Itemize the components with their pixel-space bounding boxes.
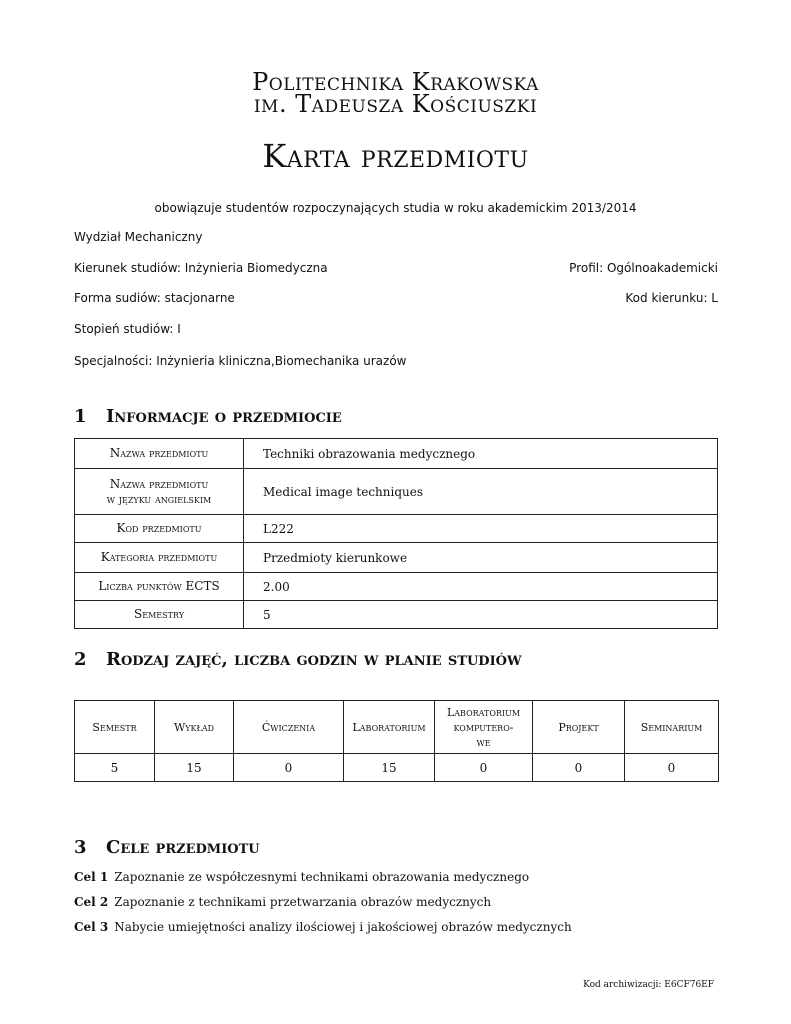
column-header: Ćwiczenia (234, 701, 344, 754)
table-row (75, 543, 718, 573)
info-label: Kod przedmiotu (75, 515, 244, 543)
info-label: Kategoria przedmiotu (75, 543, 244, 573)
table-row (75, 573, 718, 601)
goal-item (74, 870, 529, 884)
section-title: Rodzaj zajęć, liczba godzin w planie studiów (106, 649, 522, 670)
goal-label: Cel 1 (74, 870, 109, 884)
table-cell: 15 (155, 754, 234, 782)
field-of-study: Kierunek studiów: Inżynieria Biomedyczna (74, 261, 328, 275)
table-cell: 0 (234, 754, 344, 782)
goal-item (74, 920, 572, 934)
archive-code: Kod archiwizacji: E6CF76EF (583, 980, 714, 990)
faculty: Wydział Mechaniczny (74, 230, 203, 244)
section-3-heading (74, 837, 260, 858)
info-label: Nazwa przedmiotu (75, 439, 244, 469)
section-1-heading (74, 406, 342, 427)
validity-note: obowiązuje studentów rozpoczynających studia w roku akademickim 2013/2014 (154, 201, 637, 215)
hours-table (74, 700, 719, 782)
section-title: Informacje o przedmiocie (106, 406, 342, 427)
document-title: Karta przedmiotu (262, 137, 529, 175)
university-patron: im. Tadeusza Kościuszki (253, 90, 538, 118)
table-cell: 0 (625, 754, 719, 782)
table-row (75, 754, 719, 782)
info-label: Liczba punktów ECTS (75, 573, 244, 601)
table-cell: 15 (344, 754, 435, 782)
specializations: Specjalności: Inżynieria kliniczna,Biomechanika urazów (74, 354, 407, 368)
info-label: Semestry (75, 601, 244, 629)
column-header-line: Laboratorium (446, 705, 521, 719)
field-code: Kod kierunku: L (625, 291, 718, 305)
info-value: L222 (244, 515, 718, 543)
course-info-table (74, 438, 718, 629)
table-row (75, 601, 718, 629)
table-cell: 0 (533, 754, 625, 782)
column-header: Wykład (155, 701, 234, 754)
column-header: Semestr (75, 701, 155, 754)
section-number: 1 (74, 406, 87, 427)
column-header: Projekt (533, 701, 625, 754)
table-row (75, 469, 718, 515)
goal-label: Cel 3 (74, 920, 109, 934)
column-header (435, 701, 533, 754)
goal-item (74, 895, 491, 909)
section-number: 2 (74, 649, 87, 670)
goal-text: Nabycie umiejętności analizy ilościowej i jakościowej obrazów medycznych (114, 920, 572, 934)
goal-text: Zapoznanie ze współczesnymi technikami obrazowania medycznego (114, 870, 530, 884)
info-value: Przedmioty kierunkowe (244, 543, 718, 573)
info-value: 5 (244, 601, 718, 629)
degree-level: Stopień studiów: I (74, 322, 181, 336)
section-number: 3 (74, 837, 87, 858)
table-row (75, 439, 718, 469)
study-form: Forma sudiów: stacjonarne (74, 291, 235, 305)
info-label-line: w języku angielskim (106, 491, 212, 506)
info-value: Techniki obrazowania medycznego (244, 439, 718, 469)
info-value: Medical image techniques (244, 469, 718, 515)
info-value: 2.00 (244, 573, 718, 601)
info-label (75, 469, 244, 515)
goal-text: Zapoznanie z technikami przetwarzania obrazów medycznych (114, 895, 492, 909)
table-cell: 0 (435, 754, 533, 782)
section-2-heading (74, 649, 522, 670)
table-cell: 5 (75, 754, 155, 782)
info-label-line: Nazwa przedmiotu (109, 476, 209, 491)
university-name: Politechnika Krakowska (252, 68, 539, 96)
column-header: Laboratorium (344, 701, 435, 754)
goal-label: Cel 2 (74, 895, 109, 909)
table-header-row (75, 701, 719, 754)
section-title: Cele przedmiotu (106, 837, 260, 858)
table-row (75, 515, 718, 543)
column-header-line: komputero- (453, 720, 514, 734)
column-header: Seminarium (625, 701, 719, 754)
column-header-line: we (476, 735, 491, 749)
profile: Profil: Ogólnoakademicki (569, 261, 718, 275)
